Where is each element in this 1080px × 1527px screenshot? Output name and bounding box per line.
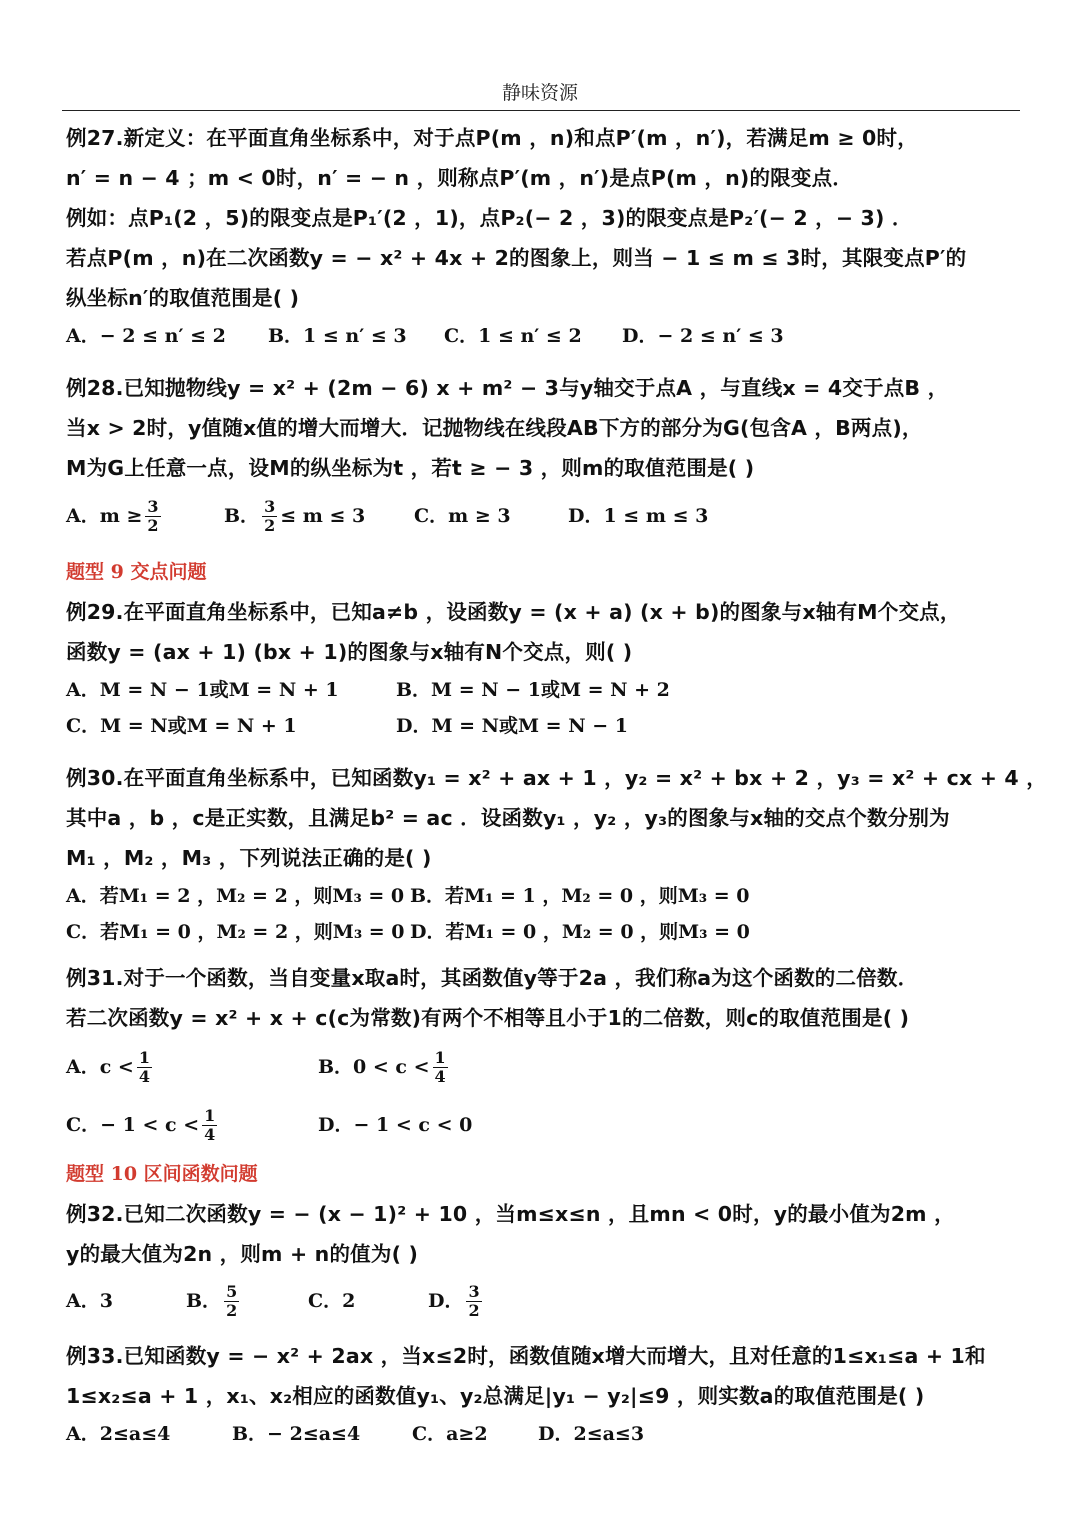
option-a — [66, 1038, 318, 1096]
option-b: B．− 2≤a≤4 — [232, 1423, 361, 1445]
question-line: 例30.在平面直角坐标系中，已知函数y₁ = x² + ax + 1 ，y₂ = x² + bx + 2 ，y₃ = x² + cx + 4 ， — [66, 766, 1047, 790]
question-line: 函数y = (ax + 1) (bx + 1)的图象与x轴有N个交点，则( ) — [66, 640, 633, 664]
question-line: 例如：点P₁(2 ，5)的限变点是P₁′(2 ，1)，点P₂(− 2 ，3)的限变点是P₂′(− 2 ，− 3) ． — [66, 206, 913, 230]
fraction-denominator: 2 — [147, 515, 159, 535]
fraction — [433, 1049, 448, 1086]
option-b — [318, 1038, 451, 1096]
question-line: M₁ ，M₂ ，M₃ ，下列说法正确的是( ) — [66, 846, 432, 870]
header-divider — [62, 110, 1020, 111]
option-d: D．− 1 < c < 0 — [318, 1114, 473, 1136]
question-line: n′ = n − 4 ；m < 0时，n′ = − n ，则称点P′(m ，n′)是点P(m ，n)的限变点． — [66, 166, 853, 190]
question-29 — [66, 592, 1006, 744]
question-line: 例32.已知二次函数y = − (x − 1)² + 10 ，当m≤x≤n ，且mn < 0时，y的最小值为2m ， — [66, 1202, 955, 1226]
option-a: A．若M₁ = 2 ，M₂ = 2 ，则M₃ = 0 — [66, 885, 405, 907]
option-b: B．若M₁ = 1 ，M₂ = 0 ，则M₃ = 0 — [410, 885, 750, 907]
option-c: C．a≥2 — [412, 1423, 488, 1445]
fraction-numerator: 3 — [264, 496, 276, 516]
answer-options — [66, 1416, 1006, 1452]
question-33 — [66, 1336, 1006, 1452]
question-32 — [66, 1194, 1006, 1328]
fraction-numerator: 1 — [434, 1047, 446, 1067]
question-line: 若二次函数y = x² + x + c(c为常数)有两个不相等且小于1的二倍数，则c的取值范围是( ) — [66, 1006, 910, 1030]
fraction — [466, 1283, 481, 1320]
question-31 — [66, 958, 1006, 1154]
option-b-text: B． — [224, 505, 260, 527]
option-a-text: A．m ≥ — [66, 505, 143, 527]
option-a: A．3 — [66, 1290, 113, 1312]
fraction-denominator: 2 — [264, 515, 276, 535]
answer-options — [66, 1038, 1006, 1096]
option-a — [66, 488, 224, 544]
option-d — [428, 1274, 485, 1328]
option-c: C．m ≥ 3 — [414, 505, 511, 527]
question-line: 例33.已知函数y = − x² + 2ax ，当x≤2时，函数值随x增大而增大，且对任意的1≤x₁≤a + 1和 — [66, 1344, 986, 1368]
fraction-denominator: 2 — [468, 1300, 480, 1320]
page-header-title: 静味资源 — [501, 82, 578, 104]
fraction — [224, 1283, 239, 1320]
option-b — [186, 1274, 308, 1328]
option-b: B．1 ≤ n′ ≤ 3 — [268, 325, 407, 347]
question-28 — [66, 368, 1006, 544]
answer-options — [66, 914, 1006, 950]
option-d-text: D． — [428, 1290, 464, 1312]
option-a: A．2≤a≤4 — [66, 1423, 171, 1445]
question-line: 若点P(m ，n)在二次函数y = − x² + 4x + 2的图象上，则当 − 1 ≤ m ≤ 3时，其限变点P′的 — [66, 246, 967, 270]
fraction — [262, 498, 277, 535]
section-heading-9: 题型 9 交点问题 — [66, 561, 207, 583]
question-line: 例27.新定义：在平面直角坐标系中，对于点P(m ，n)和点P′(m ，n′)，若满足m ≥ 0时， — [66, 126, 918, 150]
question-line: 1≤x₂≤a + 1 ，x₁、x₂相应的函数值y₁、y₂总满足|y₁ − y₂|≤9 ，则实数a的取值范围是( ) — [66, 1384, 925, 1408]
fraction-numerator: 1 — [204, 1105, 216, 1125]
option-d: D．2≤a≤3 — [538, 1423, 645, 1445]
option-c: C．1 ≤ n′ ≤ 2 — [444, 325, 582, 347]
option-b: B．M = N − 1或M = N + 2 — [396, 679, 670, 701]
question-line: 例29.在平面直角坐标系中，已知a≠b ，设函数y = (x + a) (x + b)的图象与x轴有M个交点， — [66, 600, 961, 624]
option-d: D．若M₁ = 0 ，M₂ = 0 ，则M₃ = 0 — [410, 921, 750, 943]
fraction-denominator: 4 — [138, 1066, 150, 1086]
question-30 — [66, 758, 1047, 950]
option-c-text: C．− 1 < c < — [66, 1114, 200, 1136]
fraction-numerator: 5 — [226, 1281, 238, 1301]
option-b-text: B． — [186, 1290, 222, 1312]
option-c — [66, 1096, 318, 1154]
question-list — [66, 118, 1047, 1452]
question-27 — [66, 118, 1006, 354]
fraction — [145, 498, 160, 535]
option-d: D．M = N或M = N − 1 — [396, 715, 628, 737]
fraction — [202, 1107, 217, 1144]
question-line: 例31.对于一个函数，当自变量x取a时，其函数值y等于2a ，我们称a为这个函数的二倍数． — [66, 966, 919, 990]
option-c: C．若M₁ = 0 ，M₂ = 2 ，则M₃ = 0 — [66, 921, 405, 943]
answer-options — [66, 878, 1006, 914]
option-a: A．− 2 ≤ n′ ≤ 2 — [66, 325, 226, 347]
question-line: M为G上任意一点，设M的纵坐标为t ，若t ≥ − 3 ，则m的取值范围是( ) — [66, 456, 755, 480]
fraction-numerator: 1 — [138, 1047, 150, 1067]
answer-options — [66, 488, 1006, 544]
answer-options — [66, 318, 1006, 354]
option-a: A．M = N − 1或M = N + 1 — [66, 679, 339, 701]
question-line: y的最大值为2n ，则m + n的值为( ) — [66, 1242, 419, 1266]
question-line: 其中a ，b ，c是正实数，且满足b² = ac ．设函数y₁ ，y₂ ，y₃的图象与x轴的交点个数分别为 — [66, 806, 950, 830]
option-b-suffix: ≤ m ≤ 3 — [280, 505, 366, 527]
fraction-denominator: 4 — [434, 1066, 446, 1086]
section-heading-10: 题型 10 区间函数问题 — [66, 1163, 258, 1185]
answer-options — [66, 672, 1006, 708]
option-d: D．− 2 ≤ n′ ≤ 3 — [622, 325, 784, 347]
answer-options — [66, 1274, 1006, 1328]
fraction-numerator: 3 — [147, 496, 159, 516]
answer-options — [66, 708, 1006, 744]
option-a-text: A．c < — [66, 1056, 134, 1078]
fraction-denominator: 2 — [226, 1300, 238, 1320]
option-b — [224, 488, 414, 544]
option-b-text: B．0 < c < — [318, 1056, 430, 1078]
fraction-denominator: 4 — [204, 1124, 216, 1144]
option-c: C．2 — [308, 1290, 356, 1312]
fraction-numerator: 3 — [468, 1281, 480, 1301]
question-line: 纵坐标n′的取值范围是( ) — [66, 286, 300, 310]
fraction — [137, 1049, 152, 1086]
answer-options — [66, 1096, 1006, 1154]
question-line: 例28.已知抛物线y = x² + (2m − 6) x + m² − 3与y轴交于点A ，与直线x = 4交于点B ， — [66, 376, 949, 400]
option-d: D．1 ≤ m ≤ 3 — [568, 505, 709, 527]
option-c: C．M = N或M = N + 1 — [66, 715, 297, 737]
question-line: 当x > 2时，y值随x值的增大而增大．记抛物线在线段AB下方的部分为G(包含A ，B两点)， — [66, 416, 923, 440]
